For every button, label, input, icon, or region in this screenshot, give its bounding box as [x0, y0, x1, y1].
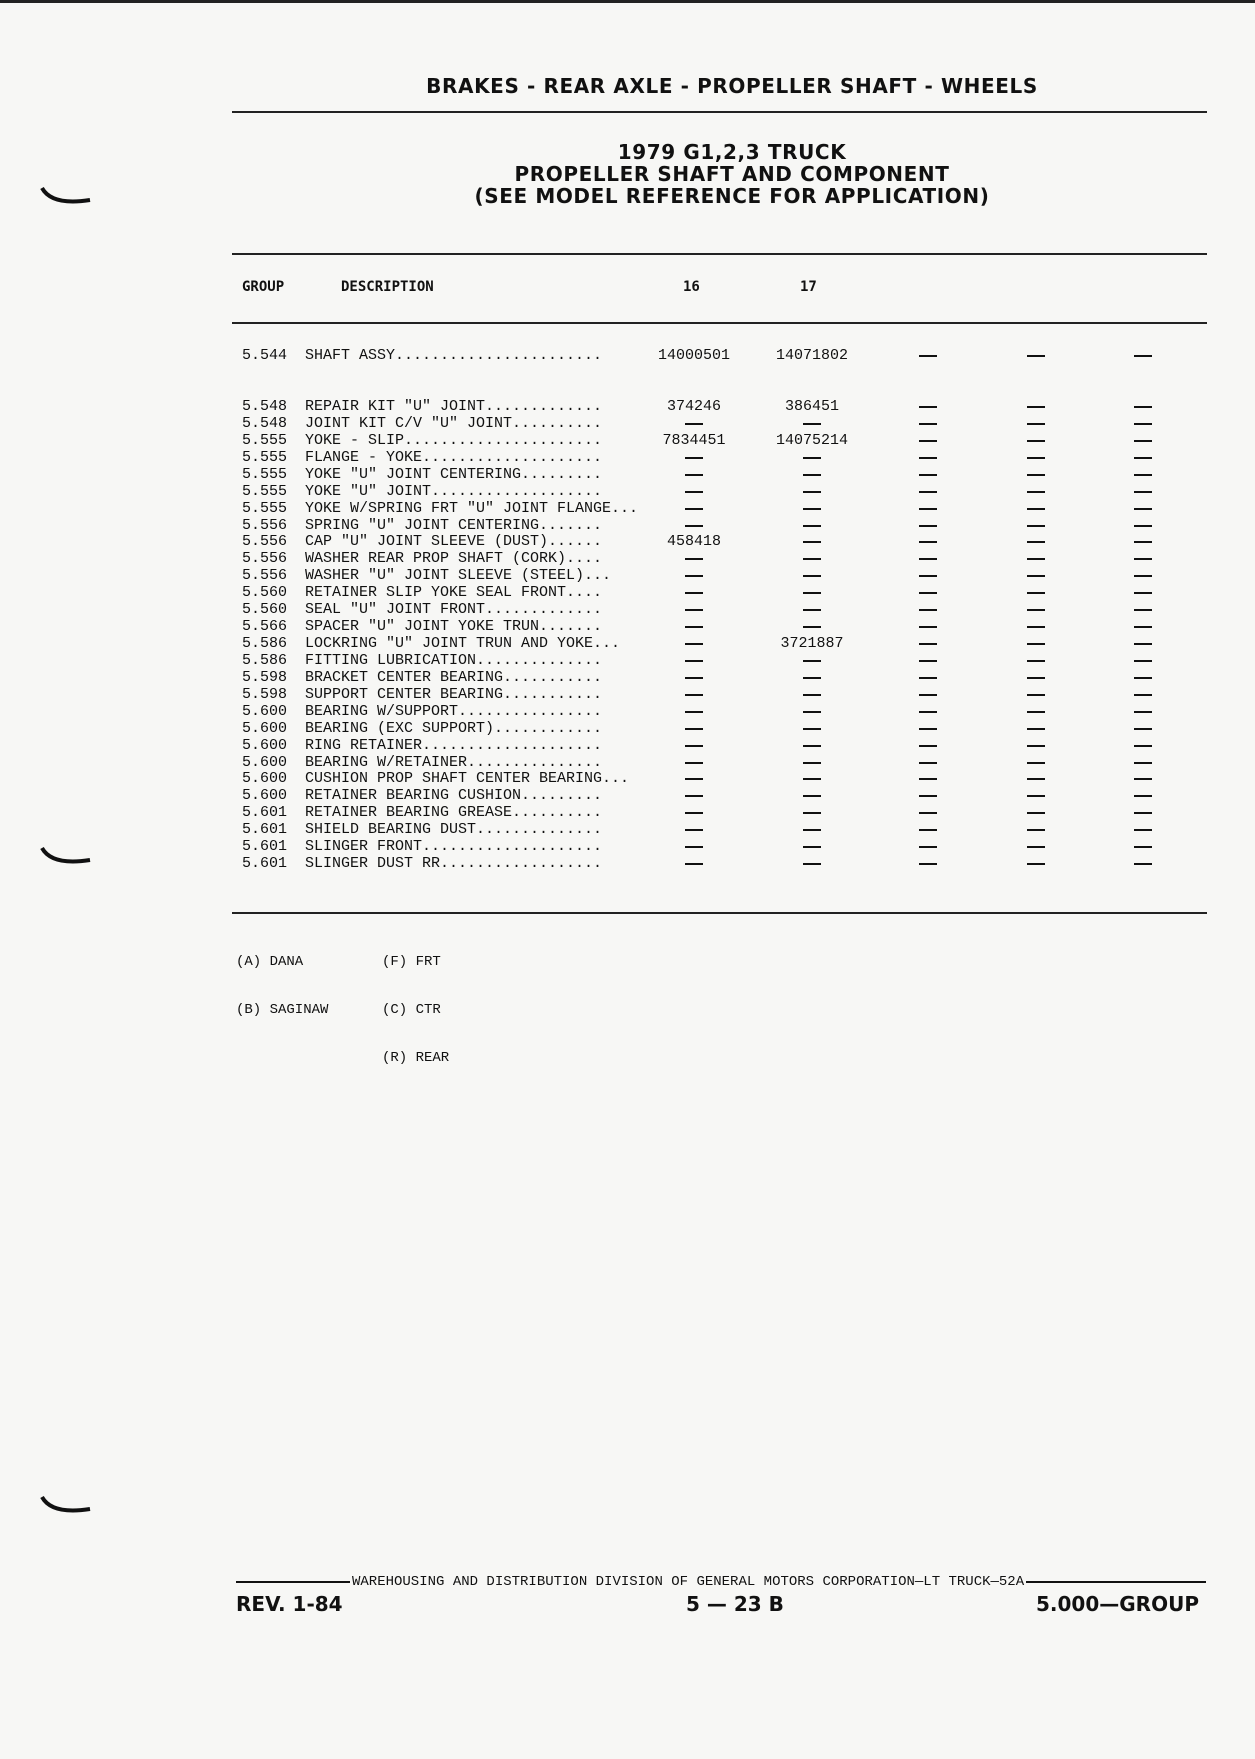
empty-value-dash	[1027, 745, 1045, 747]
part-number-c16: 458418	[666, 533, 721, 551]
empty-value-dash	[1027, 491, 1045, 493]
empty-value-dash	[1134, 795, 1152, 797]
empty-value-dash	[1027, 762, 1045, 764]
empty-value-dash	[685, 491, 703, 493]
part-number-c17: 386451	[784, 398, 839, 415]
empty-value-dash	[919, 762, 937, 764]
row-leader-dots: .........	[521, 787, 603, 805]
empty-value-dash	[919, 660, 937, 662]
footer-division-text: WAREHOUSING AND DISTRIBUTION DIVISION OF GENERAL MOTORS CORPORATION—LT TRUCK—52A	[352, 1574, 1025, 1590]
column-header-group: GROUP	[242, 279, 285, 295]
row-leader-dots: ....................	[422, 736, 603, 754]
empty-value-dash	[1134, 694, 1152, 696]
row-group-number: 5.556	[242, 533, 288, 551]
table-row	[0, 533, 1255, 550]
empty-value-dash	[685, 423, 703, 425]
legend-item: (F) FRT	[382, 954, 441, 970]
empty-value-dash	[919, 491, 937, 493]
row-description: BRACKET CENTER BEARING	[305, 668, 504, 686]
empty-value-dash	[685, 863, 703, 865]
empty-value-dash	[685, 575, 703, 577]
empty-value-dash	[919, 558, 937, 560]
empty-value-dash	[1134, 406, 1152, 408]
empty-value-dash	[919, 795, 937, 797]
table-row	[0, 821, 1255, 838]
empty-value-dash	[803, 795, 821, 797]
row-leader-dots: ....	[566, 550, 603, 568]
empty-value-dash	[1134, 423, 1152, 425]
empty-value-dash	[803, 762, 821, 764]
empty-value-dash	[919, 728, 937, 730]
row-group-number: 5.600	[242, 736, 288, 754]
row-leader-dots: ..........	[512, 414, 603, 432]
row-group-number: 5.555	[242, 431, 288, 449]
empty-value-dash	[919, 812, 937, 814]
row-leader-dots: ...	[602, 770, 630, 788]
empty-value-dash	[1134, 711, 1152, 713]
row-description: LOCKRING "U" JOINT TRUN AND YOKE	[305, 635, 594, 653]
empty-value-dash	[685, 677, 703, 679]
empty-value-dash	[1134, 592, 1152, 594]
row-group-number: 5.560	[242, 601, 288, 619]
empty-value-dash	[1134, 355, 1152, 357]
empty-value-dash	[1134, 812, 1152, 814]
empty-value-dash	[1027, 508, 1045, 510]
row-description: YOKE "U" JOINT	[305, 482, 432, 500]
table-row	[0, 686, 1255, 703]
empty-value-dash	[919, 406, 937, 408]
row-leader-dots: ...........	[503, 685, 603, 703]
empty-value-dash	[685, 846, 703, 848]
empty-value-dash	[1134, 525, 1152, 527]
table-row	[0, 618, 1255, 635]
table-row	[0, 787, 1255, 804]
empty-value-dash	[1134, 440, 1152, 442]
row-leader-dots: ..........	[512, 804, 603, 822]
row-group-number: 5.600	[242, 753, 288, 771]
table-row	[0, 669, 1255, 686]
empty-value-dash	[1134, 626, 1152, 628]
empty-value-dash	[1027, 474, 1045, 476]
empty-value-dash	[1134, 745, 1152, 747]
table-bottom-rule	[232, 912, 1207, 914]
part-number-c16: 374246	[666, 398, 721, 415]
empty-value-dash	[1134, 558, 1152, 560]
empty-value-dash	[919, 694, 937, 696]
empty-value-dash	[685, 457, 703, 459]
table-row	[0, 567, 1255, 584]
row-description: BEARING W/RETAINER	[305, 753, 468, 771]
table-row	[0, 483, 1255, 500]
empty-value-dash	[919, 355, 937, 357]
table-row	[0, 652, 1255, 669]
row-description: SPACER "U" JOINT YOKE TRUN	[305, 618, 540, 636]
table-row	[0, 449, 1255, 466]
empty-value-dash	[685, 694, 703, 696]
empty-value-dash	[685, 558, 703, 560]
empty-value-dash	[1027, 423, 1045, 425]
catalog-title-line-1: 1979 G1,2,3 TRUCK	[617, 140, 847, 164]
empty-value-dash	[803, 558, 821, 560]
table-row	[0, 550, 1255, 567]
empty-value-dash	[803, 592, 821, 594]
table-row	[0, 703, 1255, 720]
empty-value-dash	[1027, 525, 1045, 527]
row-leader-dots: ...	[593, 635, 621, 653]
empty-value-dash	[685, 778, 703, 780]
row-leader-dots: .............	[485, 398, 603, 415]
catalog-title-line-3: (SEE MODEL REFERENCE FOR APPLICATION)	[474, 184, 990, 208]
row-leader-dots: .......................	[395, 347, 603, 364]
empty-value-dash	[685, 525, 703, 527]
empty-value-dash	[685, 660, 703, 662]
empty-value-dash	[803, 474, 821, 476]
empty-value-dash	[1134, 609, 1152, 611]
row-description: CAP "U" JOINT SLEEVE (DUST)	[305, 533, 549, 551]
part-number-c17: 14075214	[775, 431, 848, 449]
empty-value-dash	[803, 745, 821, 747]
empty-value-dash	[919, 457, 937, 459]
empty-value-dash	[1027, 457, 1045, 459]
empty-value-dash	[1027, 677, 1045, 679]
catalog-title-line-2: PROPELLER SHAFT AND COMPONENT	[514, 162, 950, 186]
empty-value-dash	[1134, 846, 1152, 848]
section-header-title: BRAKES - REAR AXLE - PROPELLER SHAFT - WHEELS	[426, 74, 1038, 98]
legend-positions	[382, 922, 449, 1082]
table-row	[0, 398, 1255, 415]
row-leader-dots: .........	[521, 465, 603, 483]
empty-value-dash	[1027, 778, 1045, 780]
table-row	[0, 415, 1255, 432]
row-group-number: 5.555	[242, 448, 288, 466]
legend-item: (C) CTR	[382, 1002, 441, 1018]
row-group-number: 5.555	[242, 465, 288, 483]
empty-value-dash	[803, 812, 821, 814]
legend-item: (B) SAGINAW	[236, 1002, 329, 1018]
row-leader-dots: ....................	[422, 448, 603, 466]
row-description: REPAIR KIT "U" JOINT	[305, 398, 486, 415]
empty-value-dash	[1134, 508, 1152, 510]
empty-value-dash	[1027, 829, 1045, 831]
row-group-number: 5.601	[242, 838, 288, 856]
empty-value-dash	[1027, 660, 1045, 662]
empty-value-dash	[1134, 643, 1152, 645]
legend-item: (A) DANA	[236, 954, 304, 970]
table-row	[0, 466, 1255, 483]
empty-value-dash	[1134, 457, 1152, 459]
empty-value-dash	[803, 863, 821, 865]
footer-group-label: 5.000—GROUP	[1036, 1592, 1199, 1616]
row-group-number: 5.556	[242, 550, 288, 568]
empty-value-dash	[685, 829, 703, 831]
empty-value-dash	[1027, 609, 1045, 611]
empty-value-dash	[1027, 558, 1045, 560]
empty-value-dash	[919, 745, 937, 747]
table-row	[0, 517, 1255, 534]
empty-value-dash	[919, 440, 937, 442]
empty-value-dash	[1027, 795, 1045, 797]
table-row	[0, 754, 1255, 771]
empty-value-dash	[1027, 643, 1045, 645]
empty-value-dash	[685, 795, 703, 797]
empty-value-dash	[919, 525, 937, 527]
row-group-number: 5.556	[242, 567, 288, 585]
row-description: FITTING LUBRICATION	[305, 651, 477, 669]
empty-value-dash	[803, 508, 821, 510]
empty-value-dash	[1134, 677, 1152, 679]
empty-value-dash	[919, 423, 937, 425]
column-header-16: 16	[683, 279, 700, 295]
row-description: RETAINER SLIP YOKE SEAL FRONT	[305, 584, 567, 602]
table-row	[0, 720, 1255, 737]
footer-page-number: 5 — 23 B	[686, 1592, 784, 1616]
empty-value-dash	[1134, 474, 1152, 476]
empty-value-dash	[919, 575, 937, 577]
empty-value-dash	[919, 778, 937, 780]
row-description: SHIELD BEARING DUST	[305, 821, 477, 839]
row-leader-dots: ..............	[476, 651, 603, 669]
empty-value-dash	[919, 508, 937, 510]
empty-value-dash	[1027, 863, 1045, 865]
row-description: BEARING W/SUPPORT	[305, 702, 459, 720]
empty-value-dash	[803, 778, 821, 780]
row-group-number: 5.555	[242, 482, 288, 500]
row-leader-dots: ......................	[404, 431, 603, 449]
table-row	[0, 601, 1255, 618]
row-leader-dots: ..................	[440, 855, 603, 873]
empty-value-dash	[1027, 812, 1045, 814]
row-description: WASHER REAR PROP SHAFT (CORK)	[305, 550, 567, 568]
footer-revision: REV. 1-84	[236, 1592, 343, 1616]
row-description: JOINT KIT C/V "U" JOINT	[305, 414, 513, 432]
row-leader-dots: ................	[458, 702, 603, 720]
row-group-number: 5.598	[242, 668, 288, 686]
empty-value-dash	[803, 541, 821, 543]
row-leader-dots: ............	[494, 719, 603, 737]
row-group-number: 5.600	[242, 702, 288, 720]
row-leader-dots: ...	[611, 499, 639, 517]
table-row	[0, 584, 1255, 601]
row-leader-dots: .......	[539, 516, 603, 534]
empty-value-dash	[685, 609, 703, 611]
empty-value-dash	[803, 694, 821, 696]
empty-value-dash	[685, 762, 703, 764]
empty-value-dash	[685, 508, 703, 510]
empty-value-dash	[919, 609, 937, 611]
table-row	[0, 770, 1255, 787]
table-row	[0, 347, 1255, 364]
row-leader-dots: ...	[584, 567, 612, 585]
empty-value-dash	[1027, 440, 1045, 442]
empty-value-dash	[685, 728, 703, 730]
empty-value-dash	[1134, 829, 1152, 831]
empty-value-dash	[919, 711, 937, 713]
empty-value-dash	[1027, 575, 1045, 577]
empty-value-dash	[803, 609, 821, 611]
row-group-number: 5.566	[242, 618, 288, 636]
row-description: SUPPORT CENTER BEARING	[305, 685, 504, 703]
empty-value-dash	[685, 592, 703, 594]
row-group-number: 5.548	[242, 414, 288, 432]
empty-value-dash	[919, 846, 937, 848]
empty-value-dash	[803, 728, 821, 730]
empty-value-dash	[919, 677, 937, 679]
row-group-number: 5.586	[242, 651, 288, 669]
empty-value-dash	[803, 525, 821, 527]
row-group-number: 5.544	[242, 347, 288, 364]
row-leader-dots: ......	[548, 533, 603, 551]
empty-value-dash	[1134, 575, 1152, 577]
part-number-c17: 14071802	[775, 347, 848, 364]
row-group-number: 5.601	[242, 821, 288, 839]
footer-division-line	[236, 1574, 1206, 1590]
empty-value-dash	[803, 626, 821, 628]
empty-value-dash	[1027, 694, 1045, 696]
row-description: WASHER "U" JOINT SLEEVE (STEEL)	[305, 567, 585, 585]
empty-value-dash	[919, 863, 937, 865]
row-leader-dots: .............	[485, 601, 603, 619]
empty-value-dash	[803, 829, 821, 831]
row-description: FLANGE - YOKE	[305, 448, 423, 466]
empty-value-dash	[685, 711, 703, 713]
row-group-number: 5.598	[242, 685, 288, 703]
table-row	[0, 804, 1255, 821]
empty-value-dash	[803, 575, 821, 577]
empty-value-dash	[1027, 846, 1045, 848]
column-header-17: 17	[800, 279, 817, 295]
empty-value-dash	[803, 846, 821, 848]
row-leader-dots: ..............	[476, 821, 603, 839]
table-row	[0, 855, 1255, 872]
empty-value-dash	[685, 643, 703, 645]
empty-value-dash	[1134, 660, 1152, 662]
row-group-number: 5.601	[242, 855, 288, 873]
row-description: SEAL "U" JOINT FRONT	[305, 601, 486, 619]
empty-value-dash	[1134, 778, 1152, 780]
empty-value-dash	[919, 829, 937, 831]
table-row	[0, 635, 1255, 652]
empty-value-dash	[1027, 728, 1045, 730]
row-group-number: 5.555	[242, 499, 288, 517]
empty-value-dash	[1027, 355, 1045, 357]
empty-value-dash	[1027, 541, 1045, 543]
row-leader-dots: ....................	[422, 838, 603, 856]
row-description: CUSHION PROP SHAFT CENTER BEARING	[305, 770, 603, 788]
column-header-description: DESCRIPTION	[341, 279, 434, 295]
row-group-number: 5.600	[242, 787, 288, 805]
table-row	[0, 838, 1255, 855]
row-description: SPRING "U" JOINT CENTERING	[305, 516, 540, 534]
legend-manufacturers	[236, 922, 328, 1034]
empty-value-dash	[685, 626, 703, 628]
empty-value-dash	[1134, 541, 1152, 543]
row-group-number: 5.586	[242, 635, 288, 653]
row-description: SLINGER DUST RR	[305, 855, 441, 873]
row-leader-dots: ...................	[431, 482, 603, 500]
empty-value-dash	[685, 745, 703, 747]
empty-value-dash	[803, 457, 821, 459]
empty-value-dash	[685, 812, 703, 814]
empty-value-dash	[803, 677, 821, 679]
row-group-number: 5.600	[242, 719, 288, 737]
row-group-number: 5.600	[242, 770, 288, 788]
row-group-number: 5.601	[242, 804, 288, 822]
part-number-c16: 14000501	[657, 347, 730, 364]
empty-value-dash	[1134, 863, 1152, 865]
empty-value-dash	[919, 626, 937, 628]
part-number-c16: 7834451	[662, 431, 726, 449]
empty-value-dash	[1134, 728, 1152, 730]
empty-value-dash	[1134, 762, 1152, 764]
table-row	[0, 500, 1255, 517]
empty-value-dash	[919, 643, 937, 645]
row-description: RETAINER BEARING GREASE	[305, 804, 513, 822]
row-description: SLINGER FRONT	[305, 838, 423, 856]
empty-value-dash	[803, 660, 821, 662]
legend-item: (R) REAR	[382, 1050, 450, 1066]
empty-value-dash	[685, 474, 703, 476]
row-leader-dots: .......	[539, 618, 603, 636]
empty-value-dash	[803, 711, 821, 713]
empty-value-dash	[1027, 406, 1045, 408]
empty-value-dash	[803, 423, 821, 425]
row-leader-dots: ...............	[467, 753, 603, 771]
row-description: RETAINER BEARING CUSHION	[305, 787, 522, 805]
row-description: BEARING (EXC SUPPORT)	[305, 719, 495, 737]
row-leader-dots: ....	[566, 584, 603, 602]
row-group-number: 5.548	[242, 398, 288, 415]
part-number-c17: 3721887	[780, 635, 844, 653]
row-group-number: 5.556	[242, 516, 288, 534]
empty-value-dash	[1027, 626, 1045, 628]
empty-value-dash	[919, 592, 937, 594]
row-description: YOKE - SLIP	[305, 431, 405, 449]
empty-value-dash	[919, 474, 937, 476]
row-group-number: 5.560	[242, 584, 288, 602]
empty-value-dash	[1027, 592, 1045, 594]
row-description: YOKE W/SPRING FRT "U" JOINT FLANGE	[305, 499, 612, 517]
empty-value-dash	[919, 541, 937, 543]
empty-value-dash	[1134, 491, 1152, 493]
row-description: YOKE "U" JOINT CENTERING	[305, 465, 522, 483]
row-leader-dots: ...........	[503, 668, 603, 686]
row-description: RING RETAINER	[305, 736, 423, 754]
row-description: SHAFT ASSY	[305, 347, 396, 364]
table-row	[0, 737, 1255, 754]
empty-value-dash	[803, 491, 821, 493]
table-row	[0, 432, 1255, 449]
empty-value-dash	[1027, 711, 1045, 713]
